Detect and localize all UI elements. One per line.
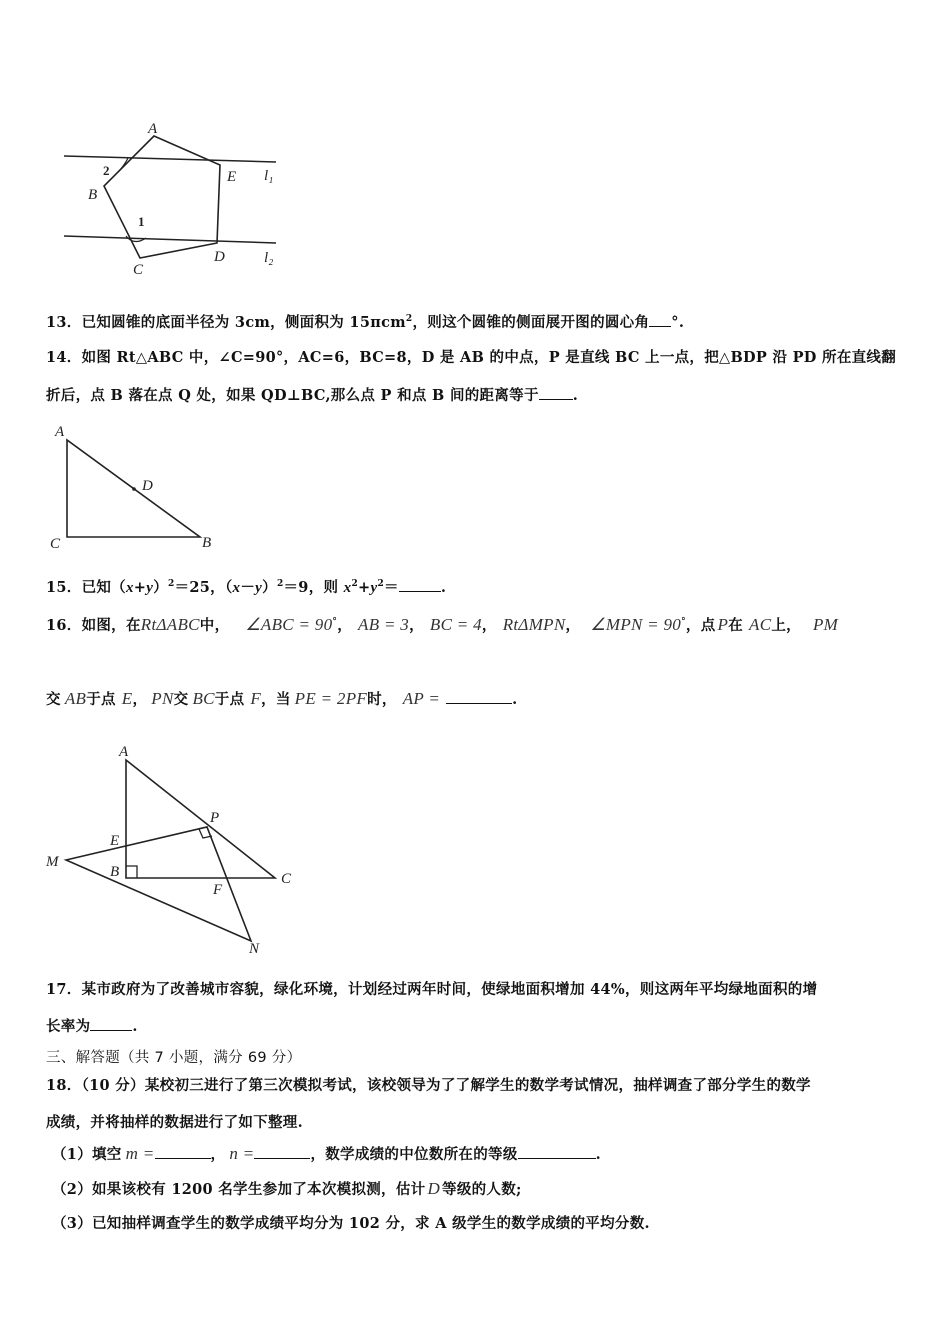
- figure-triangles-abc-mpn: [0, 0, 320, 970]
- label-E: E: [227, 169, 237, 185]
- triangle-abc: [126, 760, 275, 878]
- question-17-line1: 17．某市政府为了改善城市容貌，绿化环境，计划经过两年时间，使绿地面积增加 44%，则这两年平均绿地面积的增: [46, 981, 818, 998]
- label-P: P: [210, 810, 220, 826]
- q13-answer-blank[interactable]: [649, 312, 671, 327]
- q13-sup: 2: [405, 314, 413, 325]
- question-15: 15．已知$(x+y)^2=25$，$(x-y)^2=9$，则 $x^2+y^2=$ .: [46, 579, 447, 596]
- label-A: A: [148, 121, 158, 137]
- label-A: A: [119, 744, 129, 760]
- q13-text-c: °.: [671, 314, 685, 331]
- q17-answer-blank[interactable]: [90, 1016, 132, 1031]
- label-l1: l₁: [264, 168, 274, 184]
- label-D: D: [214, 249, 225, 265]
- q14-line2-a: 折后，点 B 落在点 Q 处，如果 QD⊥BC,那么点 P 和点 B 间的距离等于: [46, 387, 539, 404]
- q18-median-blank[interactable]: [518, 1144, 596, 1159]
- q18-n-blank[interactable]: [254, 1144, 310, 1159]
- label-C: C: [50, 536, 61, 552]
- q14-line2-b: .: [572, 387, 579, 404]
- label-N: N: [249, 941, 260, 957]
- q13-text-a: 13．已知圆锥的底面半径为 3cm，侧面积为 15πcm: [46, 314, 406, 331]
- question-16-line1: 16．如图，在RtΔABC中， ∠ABC = 90°， AB = 3， BC = 4， RtΔMPN， ∠MPN = 90°，点 P在 AC上， PM: [46, 615, 839, 634]
- q16-answer-blank[interactable]: [446, 689, 512, 704]
- question-17-line2: 长率为 .: [46, 1018, 138, 1035]
- q14-answer-blank[interactable]: [539, 385, 573, 400]
- question-18-line1: 18．（10 分）某校初三进行了第三次模拟考试，该校领导为了了解学生的数学考试情况，抽样调查了部分学生的数学: [46, 1077, 811, 1094]
- question-18-sub2: （2）如果该校有 1200 名学生参加了本次模拟测，估计 D 等级的人数;: [52, 1179, 522, 1198]
- label-l2: l₂: [264, 250, 274, 266]
- label-A: A: [55, 424, 65, 440]
- label-F: F: [213, 882, 223, 898]
- label-E: E: [110, 833, 120, 849]
- label-M: M: [46, 854, 59, 870]
- question-16-line2: 交 AB于点 E， PN交 BC于点 F，当 PE = 2PF时， AP = .: [46, 689, 518, 708]
- label-B: B: [88, 187, 98, 203]
- q14-line1: 14．如图 Rt△ABC 中，∠C=90°，AC=6，BC=8，D 是 AB 的中点，P 是直线 BC 上一点，把△BDP 沿 PD 所在直线翻: [46, 349, 897, 366]
- label-C: C: [133, 262, 144, 278]
- label-B: B: [202, 535, 212, 551]
- q18-m-blank[interactable]: [155, 1144, 211, 1159]
- question-18-sub3: （3）已知抽样调查学生的数学成绩平均分为 102 分，求 A 级学生的数学成绩的平均分数.: [52, 1215, 650, 1232]
- right-angle-b: [126, 866, 137, 878]
- label-angle-1: 1: [138, 214, 145, 229]
- label-D: D: [142, 478, 153, 494]
- q15-answer-blank[interactable]: [399, 577, 441, 592]
- section-3-title: 三、解答题（共 7 小题，满分 69 分）: [46, 1050, 302, 1066]
- label-B: B: [110, 864, 120, 880]
- question-18-line2: 成绩，并将抽样的数据进行了如下整理.: [46, 1114, 303, 1131]
- question-18-sub1: （1）填空 m = ， n = ，数学成绩的中位数所在的等级 .: [52, 1144, 601, 1163]
- triangle-mpn: [66, 827, 251, 941]
- label-C: C: [281, 871, 292, 887]
- label-angle-2: 2: [103, 163, 110, 178]
- q13-text-b: ，则这个圆锥的侧面展开图的圆心角: [412, 314, 650, 331]
